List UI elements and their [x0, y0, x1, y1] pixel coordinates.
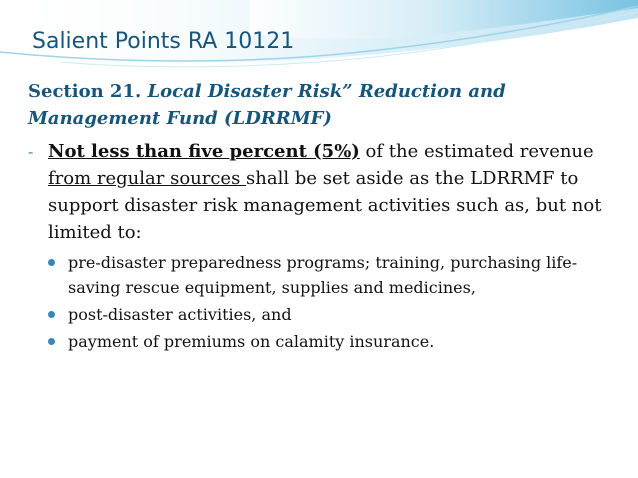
bullet-dot-icon [48, 259, 55, 266]
list-item [48, 302, 618, 327]
list-item-text: post-disaster activities, and [68, 305, 292, 324]
section-title: Local Disaster Risk” Reduction and Management Fund (LDRRMF) [28, 81, 506, 129]
slide-content [28, 78, 618, 356]
bullet-dot-icon [48, 338, 55, 345]
slide-title: Salient Points RA 10121 [32, 29, 295, 54]
section-heading [28, 78, 618, 132]
bullet-dot-icon [48, 311, 55, 318]
section-prefix: Section 21. [28, 81, 148, 102]
main-point-text-2: shall be set aside as the LDRRMF to support disaster risk management activities such as, but not limited to: [48, 168, 602, 243]
list-item-text: payment of premiums on calamity insurance. [68, 332, 435, 351]
list-item [48, 250, 618, 300]
main-point-emphasis: Not less than five percent (5%) [48, 141, 360, 162]
main-point [28, 138, 618, 246]
main-point-text-1: of the estimated revenue [359, 141, 594, 162]
dash-marker: - [28, 142, 34, 161]
list-item-text: pre-disaster preparedness programs; training, purchasing life-saving rescue equipment, supplies and medicines, [68, 253, 578, 297]
main-point-underlined: from regular sources [48, 168, 247, 189]
bullet-list [28, 250, 618, 354]
list-item [48, 329, 618, 354]
